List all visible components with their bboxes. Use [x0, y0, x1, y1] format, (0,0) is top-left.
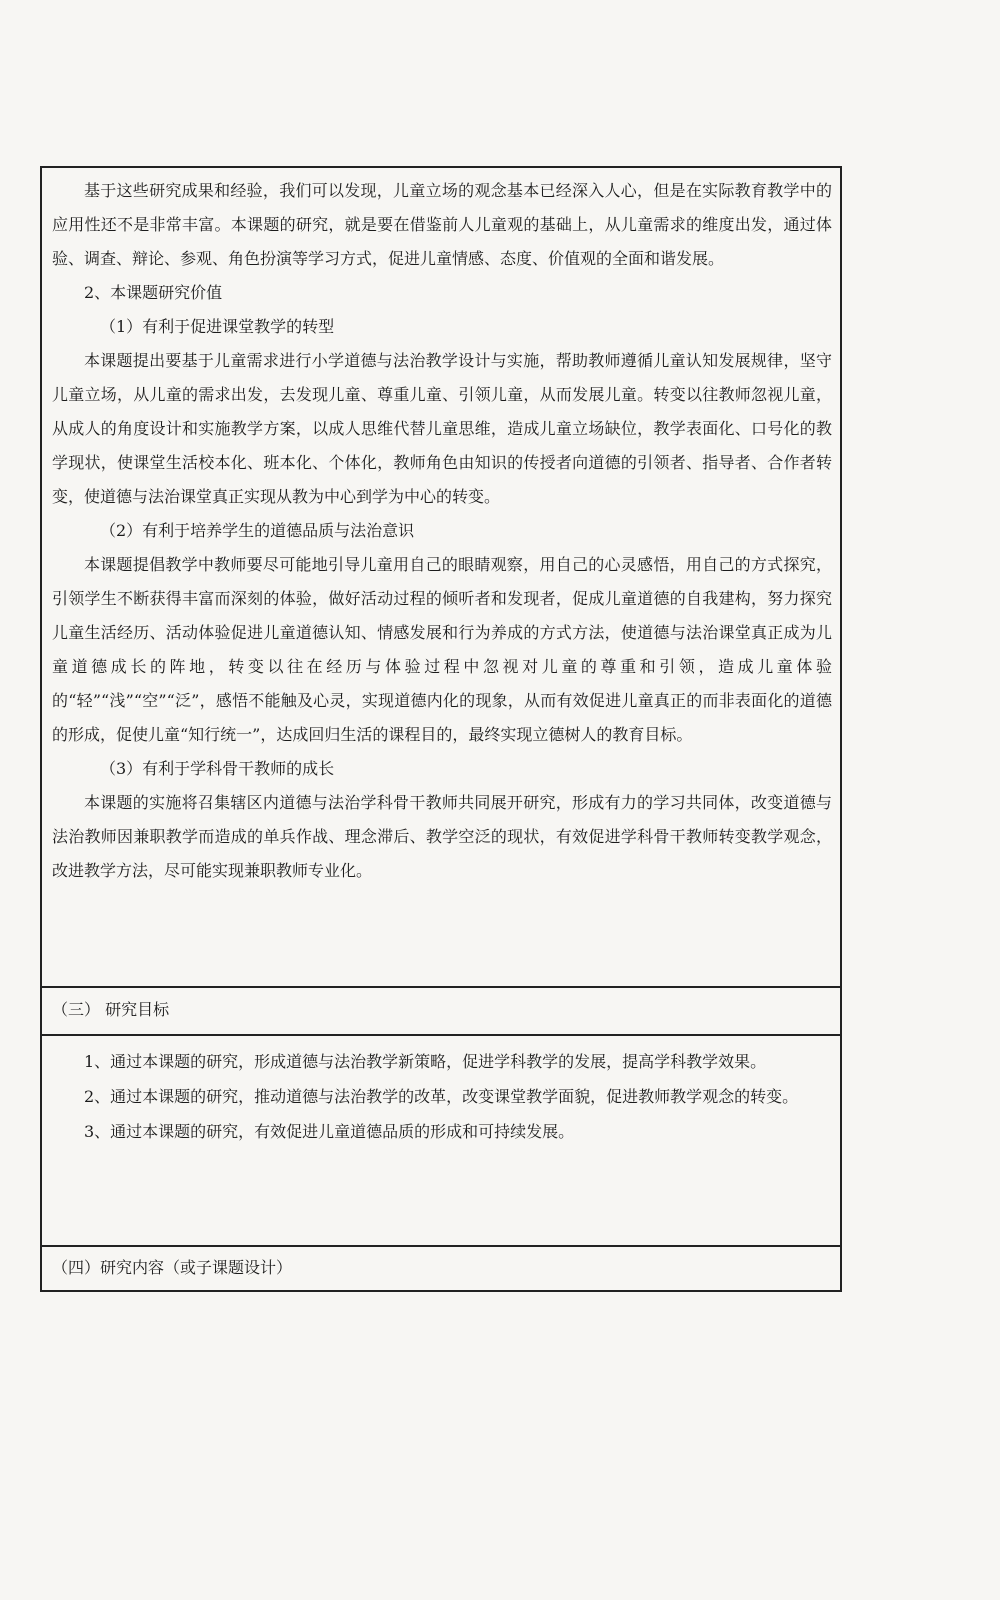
- research-value-heading: 2、本课题研究价值: [84, 283, 223, 302]
- goal-item-3: 3、通过本课题的研究，有效促进儿童道德品质的形成和可持续发展。: [84, 1122, 575, 1141]
- goal-item-1: 1、通过本课题的研究，形成道德与法治教学新策略，促进学科教学的发展，提高学科教学效果。: [84, 1052, 767, 1071]
- research-background-paragraph: 基于这些研究成果和经验，我们可以发现，儿童立场的观念基本已经深入人心，但是在实际教育教学中的应用性还不是非常丰富。本课题的研究，就是要在借鉴前人儿童观的基础上，从儿童需求的维度出发，通过体验、调查、辩论、参观、角色扮演等学习方式，促进儿童情感、态度、价值观的全面和谐发展。: [52, 181, 832, 268]
- value-3-heading: （3）有利于学科骨干教师的成长: [100, 759, 335, 778]
- application-form-table: [40, 166, 842, 1292]
- research-goals-heading: （三） 研究目标: [42, 988, 840, 1036]
- goal-item-2: 2、通过本课题的研究，推动道德与法治教学的改革，改变课堂教学面貌，促进教师教学观念的转变。: [84, 1087, 799, 1106]
- value-2-heading: （2）有利于培养学生的道德品质与法治意识: [100, 521, 415, 540]
- value-2-paragraph: 本课题提倡教学中教师要尽可能地引导儿童用自己的眼睛观察，用自己的心灵感悟，用自己的方式探究，引领学生不断获得丰富而深刻的体验，做好活动过程的倾听者和发现者，促成儿童道德的自我建构，努力探究儿童生活经历、活动体验促进儿童道德认知、情感发展和行为养成的方式方法，使道德与法治课堂真正成为儿童道德成长的阵地，转变以往在经历与体验过程中忽视对儿童的尊重和引领，造成儿童体验的“轻”“浅”“空”“泛”，感悟不能触及心灵，实现道德内化的现象，从而有效促进儿童真正的而非表面化的道德的形成，促使儿童“知行统一”，达成回归生活的课程目的，最终实现立德树人的教育目标。: [52, 555, 832, 744]
- value-3-paragraph: 本课题的实施将召集辖区内道德与法治学科骨干教师共同展开研究，形成有力的学习共同体，改变道德与法治教师因兼职教学而造成的单兵作战、理念滞后、教学空泛的现状，有效促进学科骨干教师转变教学观念，改进教学方法，尽可能实现兼职教师专业化。: [52, 793, 832, 880]
- value-1-paragraph: 本课题提出要基于儿童需求进行小学道德与法治教学设计与实施，帮助教师遵循儿童认知发展规律，坚守儿童立场，从儿童的需求出发，去发现儿童、尊重儿童、引领儿童，从而发展儿童。转变以往教师忽视儿童，从成人的角度设计和实施教学方案，以成人思维代替儿童思维，造成儿童立场缺位，教学表面化、口号化的教学现状，使课堂生活校本化、班本化、个体化，教师角色由知识的传授者向道德的引领者、指导者、合作者转变，使道德与法治课堂真正实现从教为中心到学为中心的转变。: [52, 351, 832, 506]
- value-1-heading: （1）有利于促进课堂教学的转型: [100, 317, 335, 336]
- research-goals-cell: [42, 1036, 840, 1247]
- research-content-heading: （四）研究内容（或子课题设计）: [42, 1247, 840, 1292]
- research-value-cell: [42, 168, 840, 988]
